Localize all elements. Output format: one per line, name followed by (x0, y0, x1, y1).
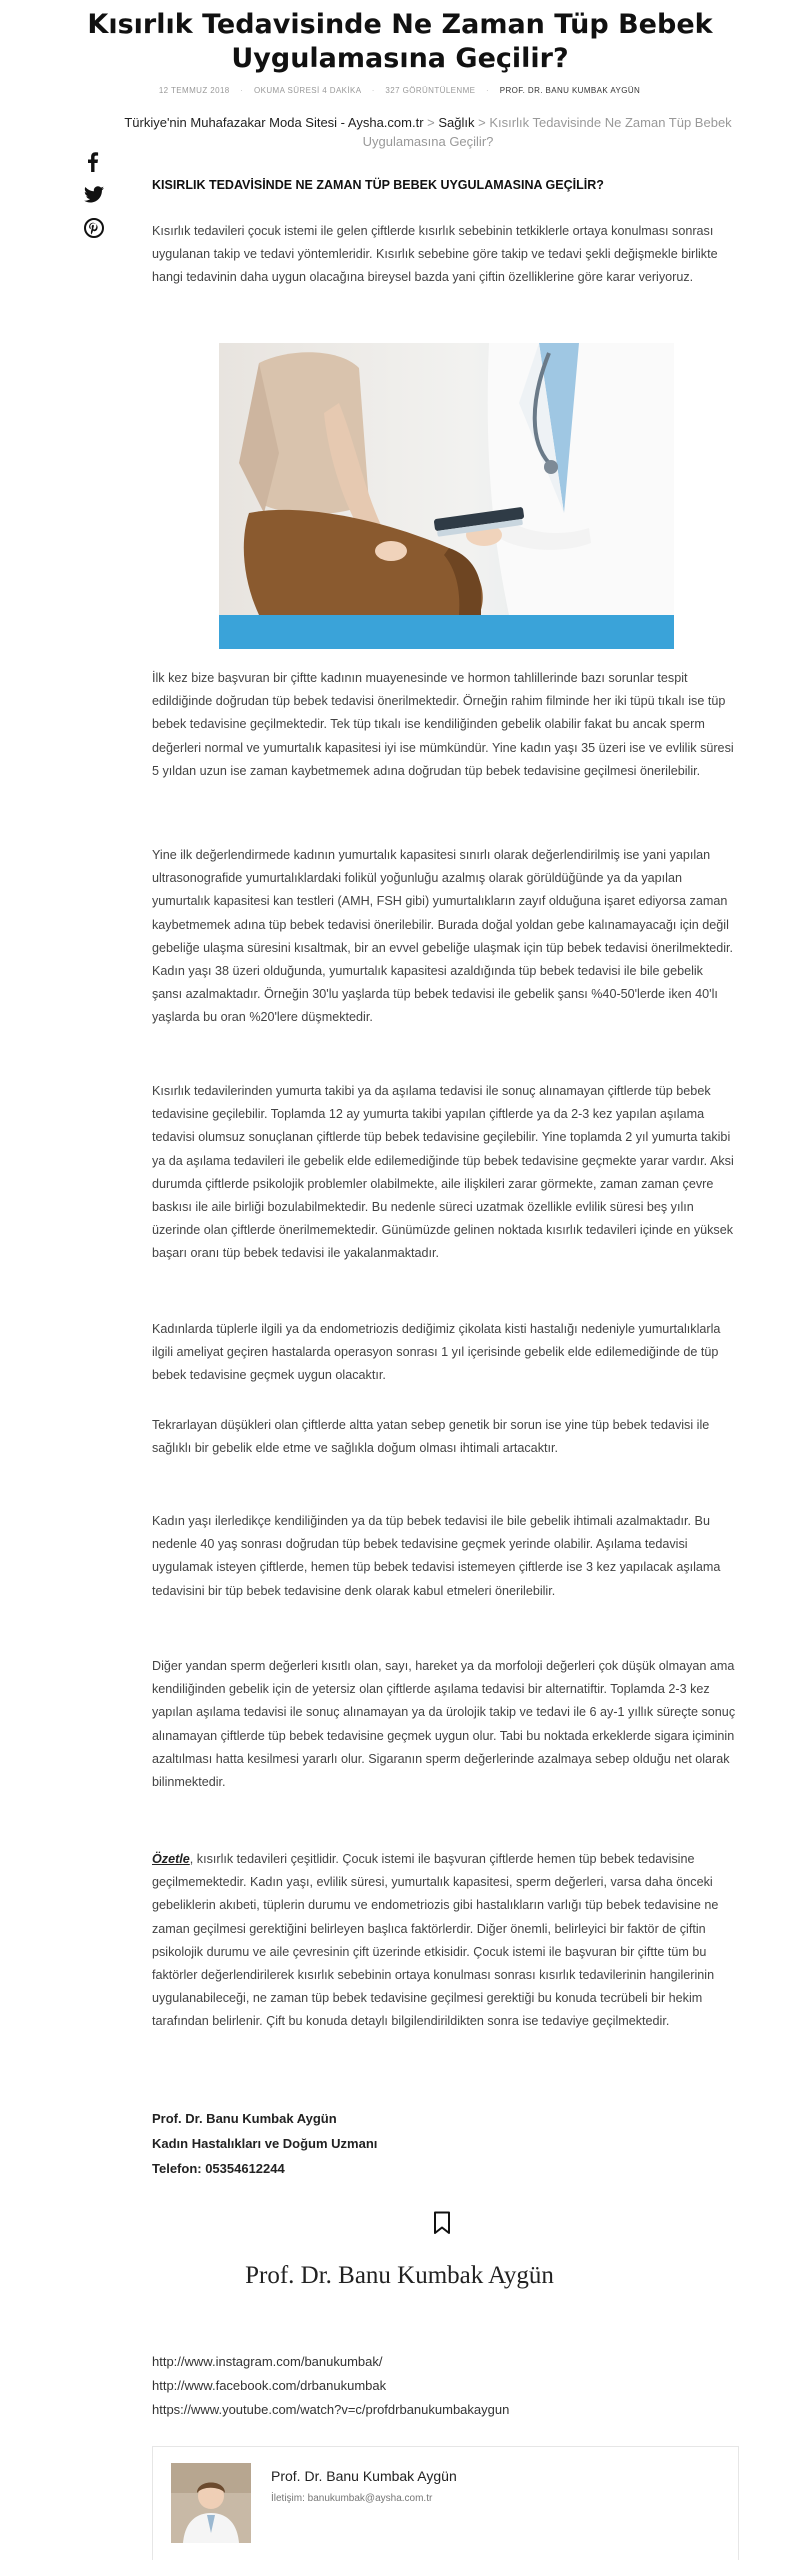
bookmark-icon (433, 2211, 451, 2235)
author-heading: Prof. Dr. Banu Kumbak Aygün (245, 2262, 554, 2289)
meta-separator: · (371, 86, 375, 95)
facebook-link[interactable]: http://www.facebook.com/drbanukumbak (152, 2378, 387, 2393)
author-box-name[interactable]: Prof. Dr. Banu Kumbak Aygün (271, 2468, 457, 2484)
hero-image (219, 343, 674, 649)
twitter-icon (84, 186, 104, 203)
pinterest-icon (84, 218, 104, 238)
twitter-share-button[interactable] (84, 186, 108, 203)
article-read-time: OKUMA SÜRESİ 4 DAKİKA (253, 86, 362, 95)
breadcrumb-separator: > (478, 115, 486, 130)
author-box-contact: İletişim: banukumbak@aysha.com.tr (271, 2493, 433, 2504)
avatar[interactable] (171, 2463, 251, 2543)
signature-phone: Telefon: 05354612244 (152, 2161, 285, 2176)
author-box (152, 2446, 739, 2560)
youtube-link[interactable]: https://www.youtube.com/watch?v=c/profdrbanukumbakaygun (152, 2402, 510, 2417)
article-date: 12 TEMMUZ 2018 (158, 86, 230, 95)
body-paragraph: Tekrarlayan düşükleri olan çiftlerde altta yatan sebep genetik bir sorun ise yine tüp bebek tedavisi ile sağlıklı bir gebelik elde etme ve sağlıkla doğum olması ihtimali artacaktır. (152, 1418, 710, 1456)
article-author-link[interactable]: PROF. DR. BANU KUMBAK AYGÜN (499, 86, 641, 95)
pinterest-share-button[interactable] (84, 218, 108, 238)
summary-paragraph (152, 1848, 736, 2034)
doctor-consultation-illustration (219, 343, 674, 649)
breadcrumb-category[interactable]: Sağlık (438, 115, 475, 130)
signature-name: Prof. Dr. Banu Kumbak Aygün (152, 2111, 337, 2126)
body-paragraph: Yine ilk değerlendirmede kadının yumurtalık kapasitesi sınırlı olarak değerlendirilmiş ise yani yapılan ultrasonografide yumurtalıklardaki folikül yoğunluğu azalmış olarak görüldüğünde ya da yapılan yumurtalık kapasitesi kan testleri (AMH, FSH gibi) yumurtalıkların zayıf olduğuna işaret ediyorsa zaman kaybetmemek adına tüp bebek tedavisi önerilebilir. Burada doğal yoldan gebe kalınamayacağı için değil gebeliğe ulaşma süresini kısaltmak, bir an evvel gebeliğe ulaşmak için tüp bebek tedavisi önerilmektedir. Kadın yaşı 38 üzeri olduğunda, yumurtalık kapasitesi azaldığında tüp bebek tedavisi ile bile gebelik şansı azalmaktadır. Örneğin 30'lu yaşlarda tüp bebek tedavisi ile gebelik şansı %40-50'lerde iken 40'lı yaşlarda bu oran %20'lere düşmektedir. (152, 848, 734, 1025)
breadcrumb-current: Kısırlık Tedavisinde Ne Zaman Tüp Bebek Uygulamasına Geçilir? (362, 115, 732, 149)
body-paragraph: İlk kez bize başvuran bir çiftte kadının muayenesinde ve hormon tahlillerinde bazı sorunlar tespit edildiğinde doğrudan tüp bebek tedavisi önerilmektedir. Örneğin rahim filminde her iki tüpü tıkalı ise tüp bebek tedavisine geçilmektedir. Tek tüp tıkalı ise kendiliğinden gebelik olabilir fakat bu ancak sperm değerleri normal ve yumurtalık kapasitesi iyi ise mümkündür. Yine kadın yaşı 35 üzeri ise ve evlilik süresi 5 yıldan uzun ise zaman kaybetmemek adına doğrudan tüp bebek tedavisine geçilmesi önerilebilir. (152, 671, 734, 778)
author-links (152, 2350, 509, 2422)
intro-paragraph: Kısırlık tedavileri çocuk istemi ile gelen çiftlerde kısırlık sebebinin tetkiklerle ortaya konulması sonrası uygulanan takip ve tedavi yöntemleridir. Kısırlık sebebine göre takip ve tedavi şekli değişmekle birlikte hangi tedavinin daha uygun olacağına bireysel bazda yani çiftin özelliklerine göre karar veriyoruz. (152, 224, 718, 285)
breadcrumb-home[interactable]: Türkiye'nin Muhafazakar Moda Sitesi - Aysha.com.tr (124, 115, 424, 130)
facebook-icon (84, 152, 100, 172)
breadcrumb (88, 113, 768, 151)
meta-separator: · (486, 86, 490, 95)
body-paragraph: Kadın yaşı ilerledikçe kendiliğinden ya da tüp bebek tedavisi ile bile gebelik ihtimali azalmaktadır. Bu nedenle 40 yaş sonrası doğrudan tüp bebek tedavisine geçmek yerinde olabilir. Aşılama tedavisi uygulamak isteyen çiftlerde, hemen tüp bebek tedavisi istemeyen çiftlerde ise 3 kez yapılacak aşılama tedavisini bir tüp bebek tedavisine denk olarak kabul etmeleri önerilebilir. (152, 1514, 721, 1598)
lead-heading: KISIRLIK TEDAVİSİNDE NE ZAMAN TÜP BEBEK UYGULAMASINA GEÇİLİR? (152, 178, 604, 192)
article-views: 327 GÖRÜNTÜLENME (385, 86, 476, 95)
meta-separator: · (240, 86, 244, 95)
body-paragraph: Kısırlık tedavilerinden yumurta takibi ya da aşılama tedavisi ile sonuç alınamayan çiftlerde tüp bebek tedavisine geçilebilir. Toplamda 12 ay yumurta takibi yapılan çiftlerde ya da 2-3 kez yapılan aşılama tedavisi olumsuz sonuçlanan çiftlerde tüp bebek tedavisine geçilebilir. Yine toplamda 2 yıl yumurta takibi ya da aşılama tedavileri ile gebelik elde edilemediğinde tüp bebek tedavisine geçmekte yarar vardır. Aksi durumda çiftlerde psikolojik problemler olabilmekte, aile ilişkileri zarar görmekte, zaman zaman çevre baskısı ile aile birliği bozulabilmektedir. Bu nedenle süreci uzatmak özellikle evlilik süresi beş yılın üzerinde olan çiftlerde önerilmemektedir. Günümüzde gelinen noktada kısırlık tedavileri içinde en yüksek başarı oranı tüp bebek tedavisi ile yakalanmaktadır. (152, 1084, 734, 1261)
article-title: Kısırlık Tedavisinde Ne Zaman Tüp Bebek Uygulamasına Geçilir? (87, 9, 713, 74)
article-meta (0, 86, 799, 95)
author-avatar-illustration (171, 2463, 251, 2543)
summary-text: , kısırlık tedavileri çeşitlidir. Çocuk istemi ile başvuran çiftlerde hemen tüp bebek tedavisine geçilmemektedir. Kadın yaşı, evlilik süresi, yumurtalık kapasitesi, sperm değerleri, varsa daha önceki gebeliklerin akıbeti, tüplerin durumu ve endometriozis gibi hastalıkların varlığı tüp bebek tedavisine ne zaman geçilmesi gerektiğini belirleyen başlıca faktörlerdir. Diğer önemli, belirleyici bir faktör de çiftin psikolojik durumu ve aile çevresinin çift üzerinde etkisidir. Çocuk istemi ile başvuran bir çiftte tüm bu faktörler değerlendirilerek kısırlık sebebinin ortaya konulması sonrası kısırlık tedavilerinin hangilerinin uygulanabileceği, ne zaman tüp bebek tedavisine geçilmesi gerektiği bu konuda tecrübeli bir hekim tarafından belirlenir. Çift bu konuda detaylı bilgilendirildikten sonra ise tedaviye geçilmektedir. (152, 1852, 719, 2029)
body-paragraph: Diğer yandan sperm değerleri kısıtlı olan, sayı, hareket ya da morfoloji değerleri çok düşük olmayan ama kendiliğinden gebelik için de yetersiz olan çiftlerde aşılama tedavisi bir alternatiftir. Toplamda 2-3 kez yapılan aşılama tedavisi ile sonuç alınamayan ya da ürolojik takip ve tedavi ile 6 ay-1 yıllık süreçte sonuç alınamayan çiftlerde tüp bebek tedavisine geçmek uygun olur. Tabi bu noktada erkeklerde sigara içiminin azaltılması hatta kesilmesi yararlı olur. Sigaranın sperm değerlerinde azalmaya sebep olduğu net olarak bilinmektedir. (152, 1659, 736, 1790)
summary-label-link[interactable]: Özetle (152, 1852, 190, 1866)
body-paragraph: Kadınlarda tüplerle ilgili ya da endometriozis dediğimiz çikolata kisti hastalığı nedeniyle yumurtalıklarla ilgili ameliyat geçiren hastalarda operasyon sonrası 1 yıl içerisinde gebelik elde edilemediğinde de tüp bebek tedavisine geçmek uygun olacaktır. (152, 1322, 721, 1383)
signature-title: Kadın Hastalıkları ve Doğum Uzmanı (152, 2136, 378, 2151)
facebook-share-button[interactable] (84, 152, 108, 172)
bookmark-button[interactable] (433, 2211, 451, 2240)
signature-block (152, 2106, 736, 2181)
instagram-link[interactable]: http://www.instagram.com/banukumbak/ (152, 2354, 383, 2369)
breadcrumb-separator: > (427, 115, 435, 130)
